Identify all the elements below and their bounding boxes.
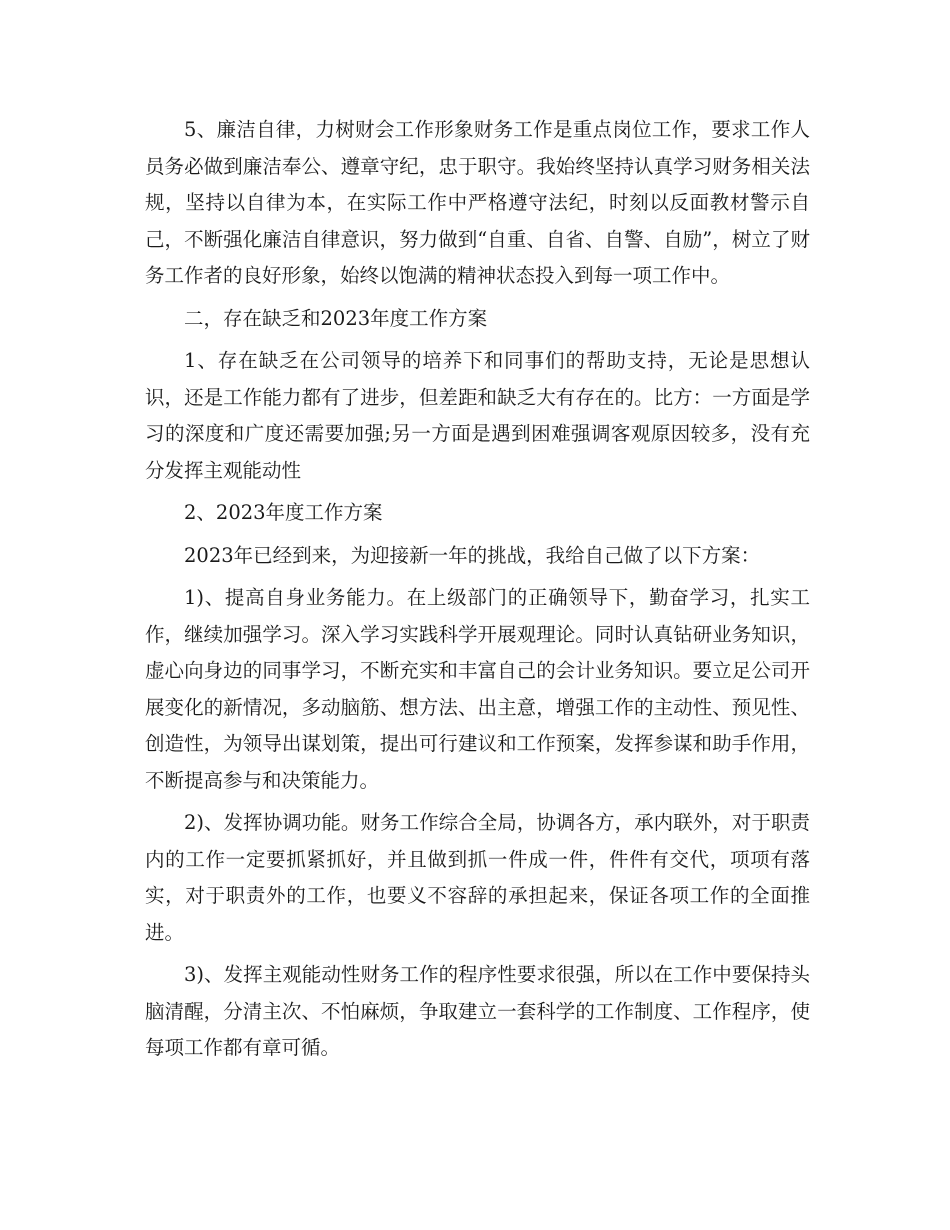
subheading-annual-plan: 2、2023年度工作方案 (184, 501, 383, 524)
paragraph-integrity: 5、廉洁自律，力树财会工作形象财务工作是重点岗位工作，要求工作人员务必做到廉洁奉公、遵章守纪，忠于职守。我始终坚持认真学习财务相关法规，坚持以自律为本，在实际工作中严格遵守法纪，时刻以反面教材警示自己，不断强化廉洁自律意识，努力做到“自重、自省、自警、自励”，树立了财务工作者的良好形象，始终以饱满的精神状态投入到每一项工作中。 (145, 118, 810, 287)
paragraph-plan-item-2: 2)、发挥协调功能。财务工作综合全局，协调各方，承内联外，对于职责内的工作一定要抓紧抓好，并且做到抓一件成一件，件件有交代，项项有落实，对于职责外的工作，也要义不容辞的承担起来，保证各项工作的全面推进。 (145, 811, 810, 944)
section-heading-shortcomings-plan: 二，存在缺乏和2023年度工作方案 (184, 306, 488, 330)
paragraph-plan-intro: 2023年已经到来，为迎接新一年的挑战，我给自己做了以下方案： (184, 543, 761, 567)
paragraph-plan-item-3: 3)、发挥主观能动性财务工作的程序性要求很强，所以在工作中要保持头脑清醒，分清主次、不怕麻烦，争取建立一套科学的工作制度、工作程序，使每项工作都有章可循。 (145, 963, 810, 1059)
paragraph-shortcomings: 1、存在缺乏在公司领导的培养下和同事们的帮助支持，无论是思想认识，还是工作能力都有了进步，但差距和缺乏大有存在的。比方：一方面是学习的深度和广度还需要加强;另一方面是遇到困难强调客观原因较多，没有充分发挥主观能动性 (145, 349, 810, 482)
document-body (145, 112, 810, 1073)
paragraph-plan-item-1: 1)、提高自身业务能力。在上级部门的正确领导下，勤奋学习，扎实工作，继续加强学习。深入学习实践科学开展观理论。同时认真钻研业务知识，虚心向身边的同事学习，不断充实和丰富自己的会计业务知识。要立足公司开展变化的新情况，多动脑筋、想方法、出主意，增强工作的主动性、预见性、创造性，为领导出谋划策，提出可行建议和工作预案，发挥参谋和助手作用，不断提高参与和决策能力。 (145, 586, 810, 792)
